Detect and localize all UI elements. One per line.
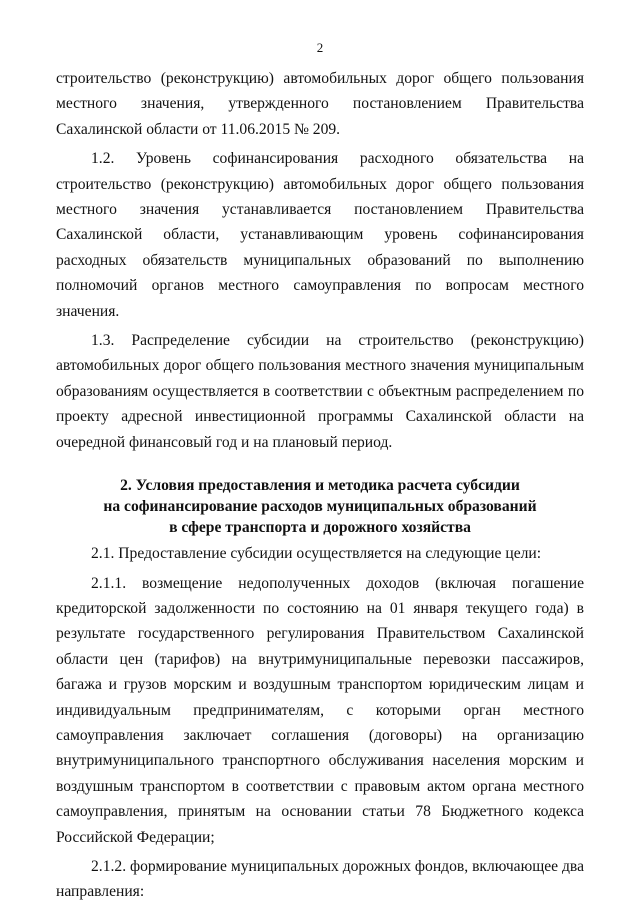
section-heading-line-3: в сфере транспорта и дорожного хозяйства bbox=[169, 519, 471, 537]
paragraph-2-1: 2.1. Предоставление субсидии осуществляется на следующие цели: bbox=[91, 545, 542, 563]
document-body bbox=[56, 66, 584, 905]
paragraph-continuation: строительство (реконструкцию) автомобильных дорог общего пользования местного значения, утвержденного постановлением Правительства Сахалинской области от 11.06.2015 № 209. bbox=[56, 70, 584, 138]
page-number: 2 bbox=[316, 40, 324, 55]
section-heading bbox=[56, 475, 584, 538]
paragraph-2-1-2: 2.1.2. формирование муниципальных дорожных фондов, включающее два направления: bbox=[56, 857, 585, 901]
paragraph-2-1-1: 2.1.1. возмещение недополученных доходов (включая погашение кредиторской задолженности по состоянию на 01 января текущего года) в результате государственного регулирования Правительством Сахалинской области цен (тарифов) на внутримуниципальные перевозки пассажиров, багажа и грузов морским и воздушным транспортом юридическим лицам и индивидуальным предпринимателям, с которыми орган местного самоуправления заключает соглашения (договоры) на организацию внутримуниципального транспортного обслуживания населения морским и воздушным транспортом в соответствии с правовым актом органа местного самоуправления, принятым на основании статьи 78 Бюджетного кодекса Российской Федерации; bbox=[56, 574, 584, 846]
section-heading-line-1: 2. Условия предоставления и методика расчета субсидии bbox=[120, 477, 520, 495]
paragraph-1-3: 1.3. Распределение субсидии на строительство (реконструкцию) автомобильных дорог общего пользования местного значения муниципальным образованиям осуществляется в соответствии с объектным распределением по проекту адресной инвестиционной программы Сахалинской области на очередной финансовый год и на плановый период. bbox=[56, 332, 584, 451]
section-heading-line-2: на софинансирование расходов муниципальных образований bbox=[103, 498, 537, 516]
paragraph-1-2: 1.2. Уровень софинансирования расходного обязательства на строительство (реконструкцию) автомобильных дорог общего пользования местного значения устанавливается постановлением Правительства Сахалинской области, устанавливающим уровень софинансирования расходных обязательств муниципальных образований по выполнению полномочий органов местного самоуправления по вопросам местного значения. bbox=[56, 150, 584, 320]
